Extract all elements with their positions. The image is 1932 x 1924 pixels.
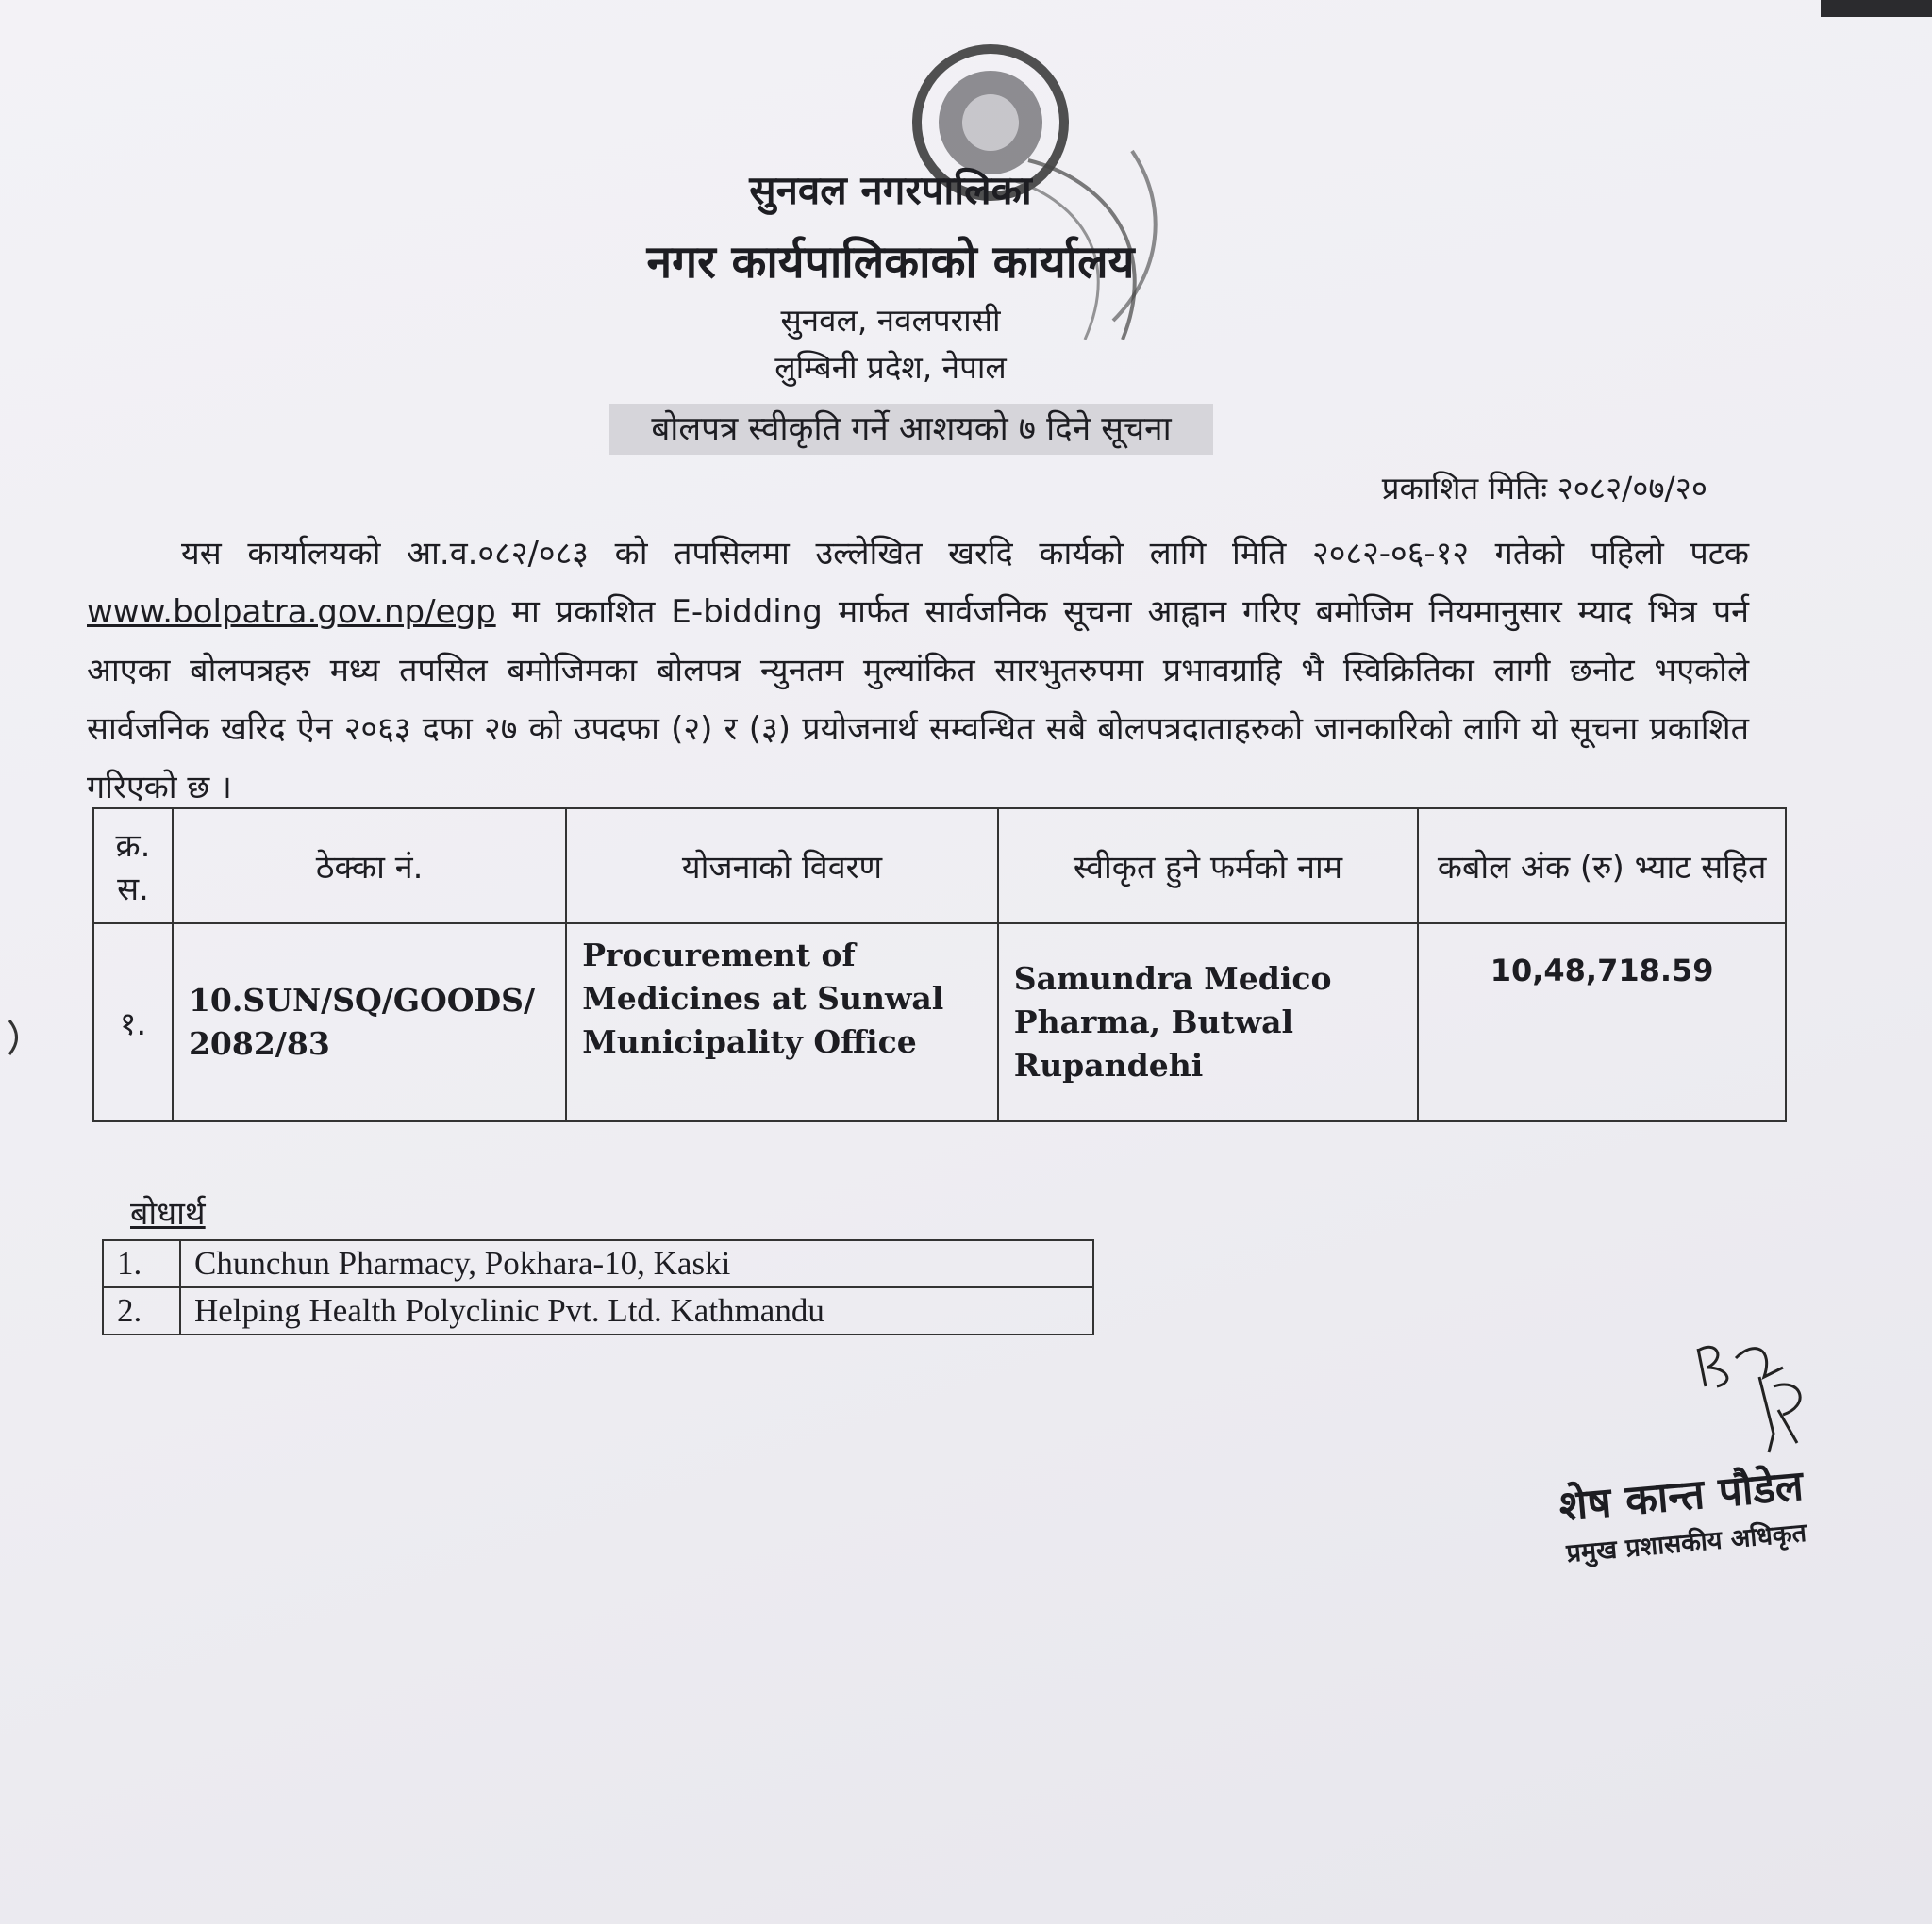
cc-table xyxy=(102,1239,1094,1335)
body-part-2: मा प्रकाशित E-bidding मार्फत सार्वजनिक सूचना आह्वान गरिए बमोजिम नियमानुसार म्याद भित्र पर्न आएका बोलपत्रहरु मध्य तपसिल बमोजिमका बोलपत्र न्युनतम मुल्यांकित सारभुतरुपमा प्रभावग्राहि भै स्विक्रितिका लागी छनोट भएकोले सार्वजनिक खरिद ऐन २०६३ दफा २७ को उपदफा (२) र (३) प्रयोजनार्थ सम्वन्धित सबै बोलपत्रदाताहरुको जानकारिको लागि यो सूचना प्रकाशित गरिएको छ । xyxy=(87,593,1749,806)
cell-contract-no: 10.SUN/SQ/GOODS/2082/83 xyxy=(173,923,566,1121)
office-name: सुनवल नगरपालिका xyxy=(749,167,1032,213)
published-date: प्रकाशित मितिः २०८२/०७/२० xyxy=(1381,470,1707,506)
col-header-amount: कबोल अंक (रु) भ्याट सहित xyxy=(1418,808,1786,923)
award-table xyxy=(92,807,1787,1122)
notice-body xyxy=(87,524,1749,817)
body-part-1: यस कार्यालयको आ.व.०८२/०८३ को तपसिलमा उल्लेखित खरदि कार्यको लागि मिति २०८२-०६-१२ गतेको पहिलो पटक xyxy=(181,535,1749,572)
table-header-row xyxy=(93,808,1786,923)
table-row xyxy=(93,923,1786,1121)
list-item xyxy=(103,1287,1093,1335)
cc-item-number: 2. xyxy=(103,1287,180,1335)
cc-label: बोधार्थ xyxy=(130,1195,206,1233)
notice-title: बोलपत्र स्वीकृति गर्ने आशयको ७ दिने सूचना xyxy=(609,404,1213,455)
signatory-name: शेष कान्त पौडेल xyxy=(1557,1461,1806,1532)
cell-description: Procurement of Medicines at Sunwal Municipality Office xyxy=(566,923,998,1121)
col-header-contract-no: ठेक्का नं. xyxy=(173,808,566,923)
background-edge xyxy=(1821,0,1932,17)
cc-item-text: Helping Health Polyclinic Pvt. Ltd. Kathmandu xyxy=(180,1287,1093,1335)
signature-icon xyxy=(1679,1330,1830,1462)
signatory-title: प्रमुख प्रशासकीय अधिकृत xyxy=(1565,1518,1808,1569)
cell-amount: 10,48,718.59 xyxy=(1418,923,1786,1121)
cell-sn: १. xyxy=(93,923,173,1121)
address-line-1: सुनवल, नवलपरासी xyxy=(780,302,1001,339)
address-line-2: लुम्बिनी प्रदेश, नेपाल xyxy=(774,349,1007,386)
bolpatra-link[interactable]: www.bolpatra.gov.np/egp xyxy=(87,593,496,631)
col-header-firm: स्वीकृत हुने फर्मको नाम xyxy=(998,808,1418,923)
cc-item-text: Chunchun Pharmacy, Pokhara-10, Kaski xyxy=(180,1240,1093,1287)
margin-mark-icon xyxy=(6,1019,25,1056)
list-item xyxy=(103,1240,1093,1287)
col-header-sn: क्र. स. xyxy=(93,808,173,923)
cc-item-number: 1. xyxy=(103,1240,180,1287)
cell-firm: Samundra Medico Pharma, Butwal Rupandehi xyxy=(998,923,1418,1121)
col-header-description: योजनाको विवरण xyxy=(566,808,998,923)
office-unit: नगर कार्यपालिकाको कार्यालय xyxy=(646,236,1135,289)
